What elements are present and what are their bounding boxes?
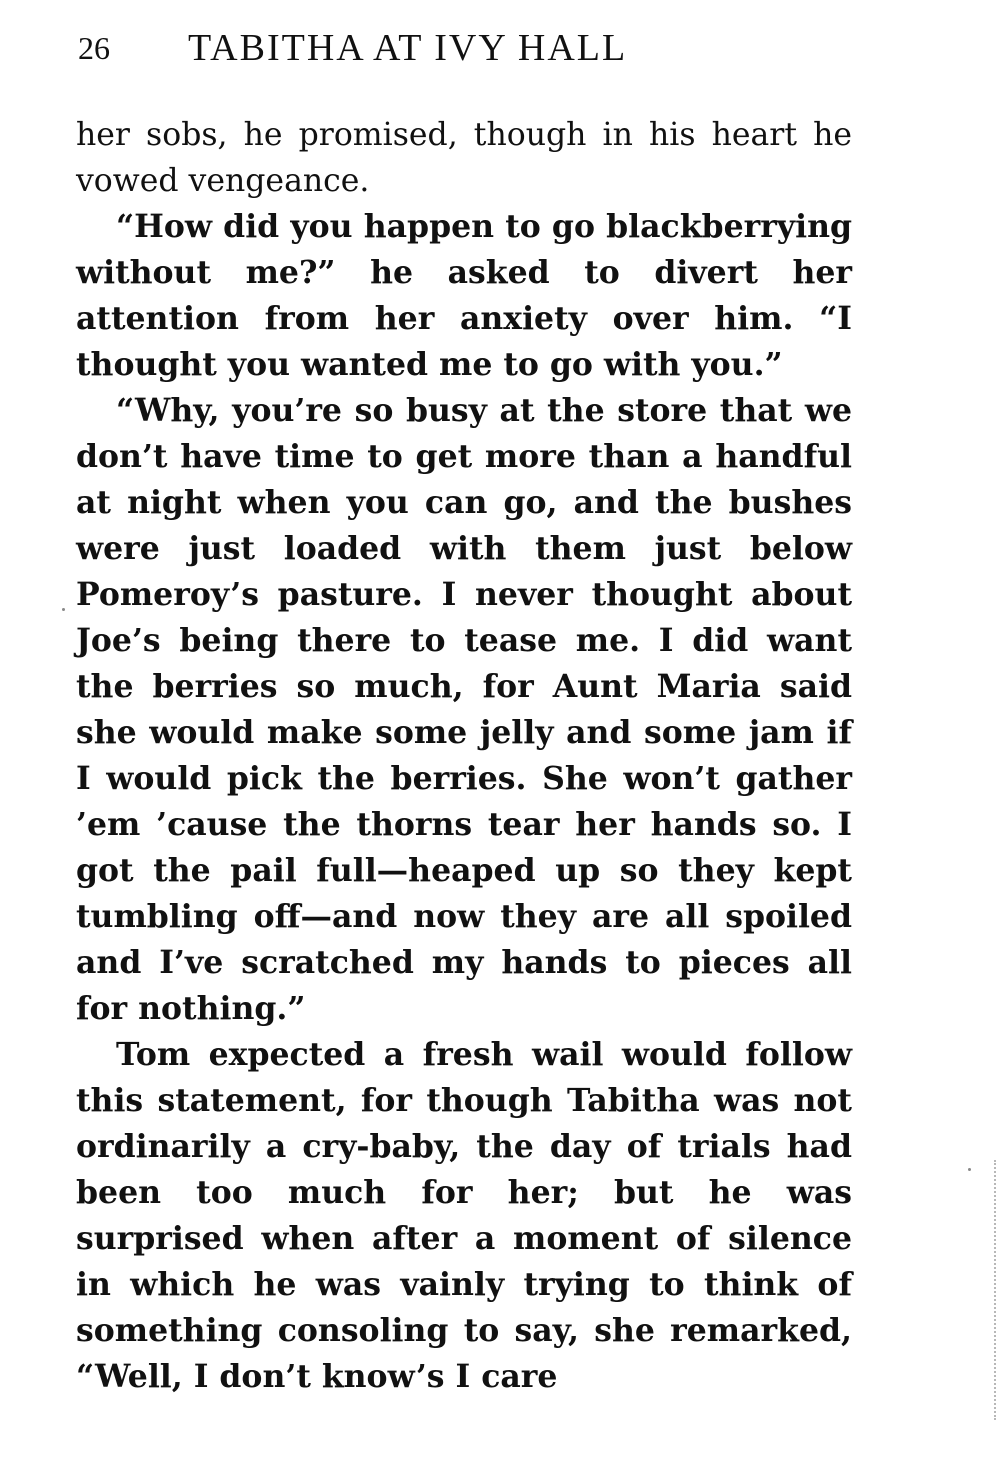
paragraph-tabitha-reply: “Why, you’re so busy at the store that we don’t have time to get more than a handful at night when you can go, and the bushes were just loaded with them just below Pomeroy’s pasture. I never thought about Joe’s being there to tease me. I did want the berries so much, for Aunt Maria said she would make some jelly and some jam if I would pick the berries. She won’t gather ’em ’cause the thorns tear her hands so. I got the pail full—heaped up so they kept tumbling off—and now they are all spoiled and I’ve scratched my hands to pieces all for nothing.” [76,392,852,1027]
running-head [78,26,858,76]
paragraph-tom-expected: Tom expected a fresh wail would follow this statement, for though Tabitha was not ordinarily a cry-baby, the day of trials had been too much for her; but he was surprised when after a moment of silence in which he was vainly trying to think of something consoling to say, she remarked, “Well, I don’t know’s I care [76,1036,852,1395]
page-number: 26 [78,30,110,66]
scan-edge-mark [992,1160,996,1420]
book-title: TABITHA AT IVY HALL [188,27,628,69]
paragraph-blackberrying-question: “How did you happen to go blackberrying without me?” he asked to divert her attention from her anxiety over him. “I thought you wanted me to go with you.” [76,208,852,383]
scan-speck [62,608,65,611]
paragraph-continued: her sobs, he promised, though in his heart he vowed vengeance. [76,117,852,199]
body-text [76,112,852,1400]
scan-speck [968,1168,971,1171]
